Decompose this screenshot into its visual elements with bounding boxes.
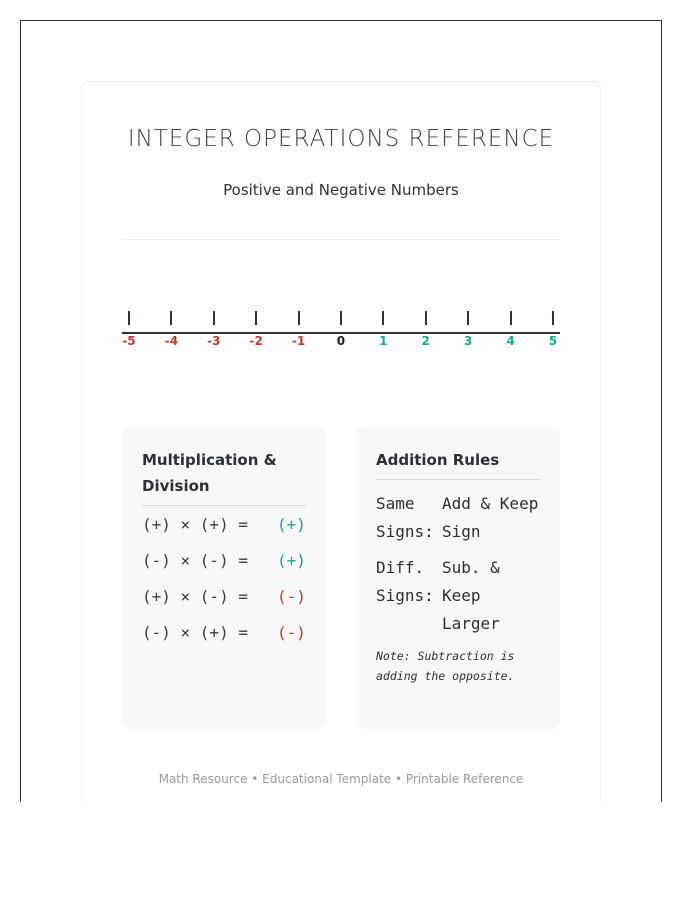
subtraction-note: Note: Subtraction is adding the opposite. xyxy=(376,649,515,683)
multiplication-panel xyxy=(122,427,326,729)
multiplication-rule xyxy=(142,542,306,578)
addition-panel xyxy=(356,427,560,729)
multiplication-panel-title: Multiplication & Division xyxy=(142,447,306,506)
rule-expression: (-) × (+) = xyxy=(142,622,248,642)
tick-mark xyxy=(552,311,554,325)
header-divider xyxy=(122,239,560,240)
addition-panel-title: Addition Rules xyxy=(376,447,540,480)
tick xyxy=(207,310,221,348)
tick xyxy=(122,310,136,348)
multiplication-rule xyxy=(142,614,306,650)
tick xyxy=(292,310,306,348)
tick-mark xyxy=(467,311,469,325)
rule-expression: (+) × (+) = xyxy=(142,514,248,534)
tick-mark xyxy=(382,311,384,325)
addition-rule xyxy=(376,490,540,546)
page-title: INTEGER OPERATIONS REFERENCE xyxy=(127,126,555,152)
tick-label: 5 xyxy=(548,334,558,348)
tick-label: 3 xyxy=(463,334,473,348)
tick-mark xyxy=(213,311,215,325)
tick-mark xyxy=(425,311,427,325)
tick-mark xyxy=(298,311,300,325)
tick-label: -5 xyxy=(122,334,136,348)
rule-result: (+) xyxy=(277,514,306,534)
tick-label: 2 xyxy=(421,334,430,348)
tick xyxy=(461,310,475,348)
addition-rule xyxy=(376,554,540,638)
tick-mark xyxy=(340,311,342,325)
tick-mark xyxy=(128,311,130,325)
reference-card xyxy=(81,81,601,802)
page-frame xyxy=(20,20,662,802)
tick-label: -3 xyxy=(207,334,221,348)
tick xyxy=(504,310,518,348)
tick-label: 0 xyxy=(336,334,346,348)
rule-condition: Same Signs: xyxy=(376,494,434,541)
tick xyxy=(334,310,348,348)
rule-action: Add & Keep Sign xyxy=(442,494,539,541)
tick xyxy=(164,310,178,348)
addition-rules xyxy=(376,490,540,638)
tick-mark xyxy=(510,311,512,325)
page-subtitle: Positive and Negative Numbers xyxy=(223,181,459,199)
tick xyxy=(546,310,560,348)
tick xyxy=(419,310,433,348)
tick-label: 1 xyxy=(379,334,388,348)
tick-label: -4 xyxy=(164,334,179,348)
tick-mark xyxy=(255,311,257,325)
tick-label: 4 xyxy=(506,334,515,348)
tick xyxy=(249,310,263,348)
multiplication-rule xyxy=(142,578,306,614)
tick xyxy=(376,310,390,348)
rule-condition: Diff. Signs: xyxy=(376,558,434,605)
multiplication-rule xyxy=(142,506,306,542)
rule-result: (+) xyxy=(277,550,306,570)
rule-expression: (+) × (-) = xyxy=(142,586,248,606)
footer-text: Math Resource • Educational Template • Printable Reference xyxy=(158,772,524,786)
rule-expression: (-) × (-) = xyxy=(142,550,248,570)
rule-result: (-) xyxy=(277,622,306,642)
number-line xyxy=(122,310,560,360)
tick-label: -2 xyxy=(249,334,263,348)
rule-result: (-) xyxy=(277,586,306,606)
rule-action: Sub. & Keep Larger xyxy=(442,558,500,633)
tick-mark xyxy=(170,311,172,325)
tick-label: -1 xyxy=(291,334,306,348)
number-line-ticks xyxy=(122,310,560,348)
